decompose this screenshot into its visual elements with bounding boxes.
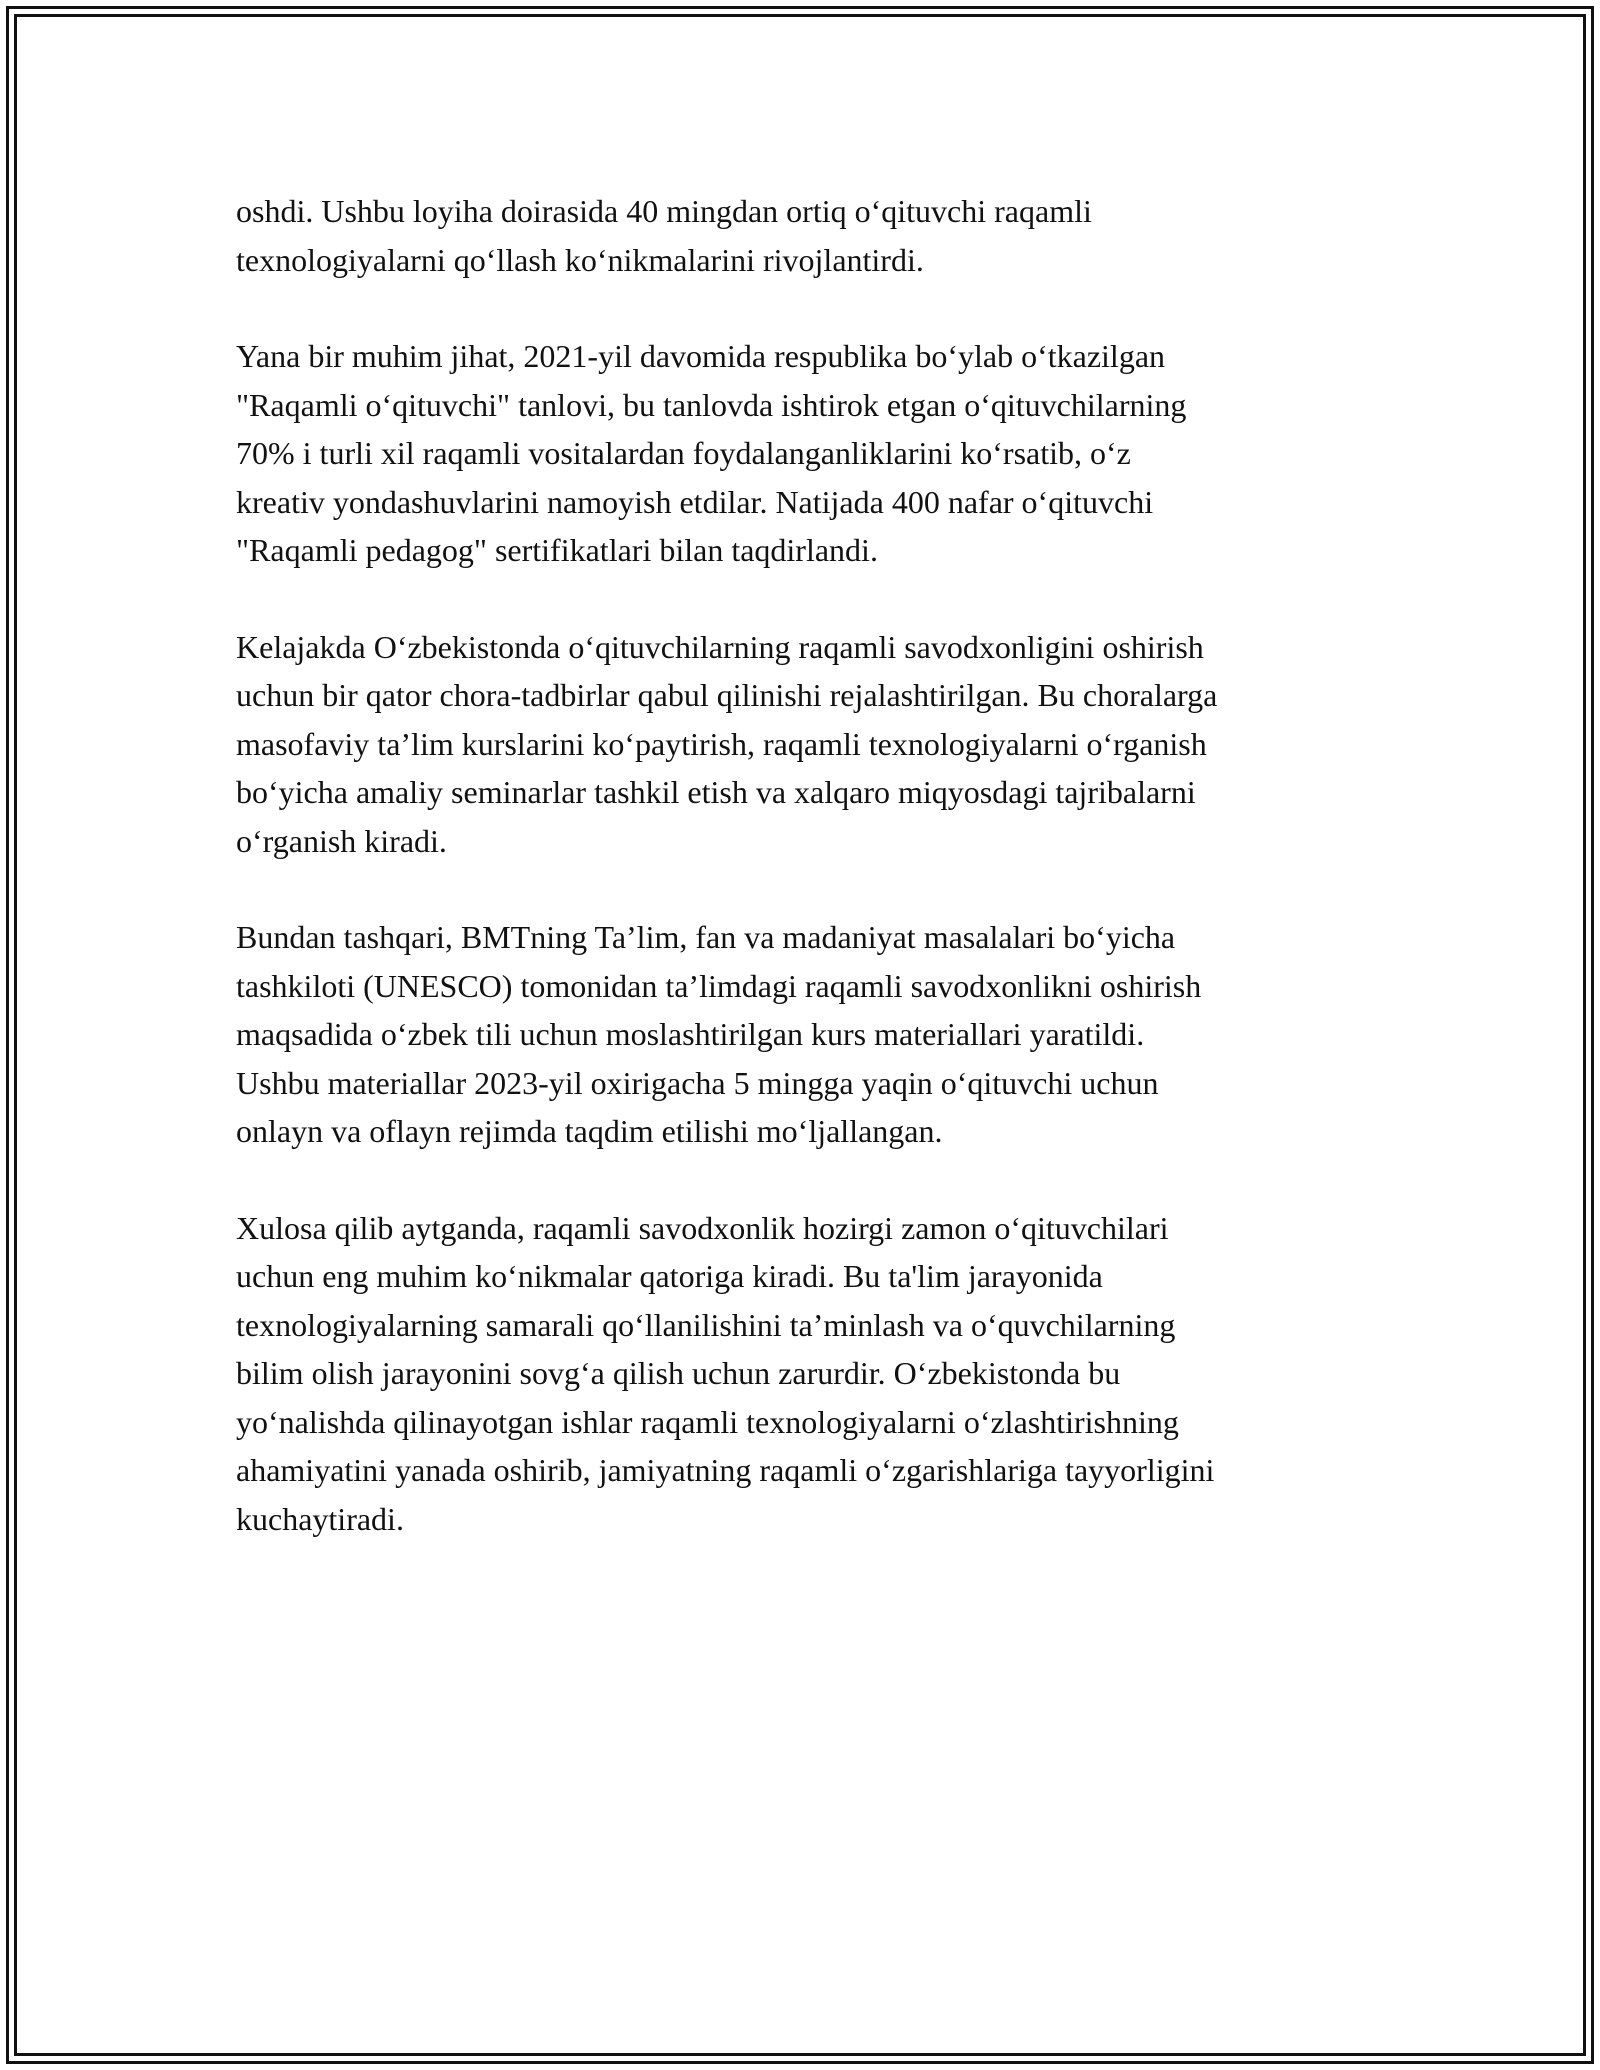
- paragraph-1: [236, 187, 1366, 284]
- paragraph-line: Xulosa qilib aytganda, raqamli savodxonlik hozirgi zamon o‘qituvchilari: [236, 1209, 1169, 1246]
- paragraph-line: masofaviy ta’lim kurslarini ko‘paytirish, raqamli texnologiyalarni o‘rganish: [236, 725, 1207, 762]
- paragraph-3: [236, 623, 1366, 866]
- paragraph-line: Yana bir muhim jihat, 2021-yil davomida respublika bo‘ylab o‘tkazilgan: [236, 338, 1166, 374]
- paragraph-5: [236, 1204, 1366, 1544]
- paragraph-line: uchun eng muhim ko‘nikmalar qatoriga kiradi. Bu ta'lim jarayonida: [236, 1258, 1103, 1294]
- paragraph-line: maqsadida o‘zbek tili uchun moslashtirilgan kurs materiallari yaratildi.: [236, 1016, 1145, 1052]
- document-body: [236, 187, 1366, 1591]
- paragraph-line: texnologiyalarning samarali qo‘llanilishini ta’minlash va o‘quvchilarning: [236, 1306, 1176, 1343]
- paragraph-line: onlayn va oflayn rejimda taqdim etilishi mo‘ljallangan.: [236, 1113, 943, 1149]
- paragraph-line: Ushbu materiallar 2023-yil oxirigacha 5 mingga yaqin o‘qituvchi uchun: [236, 1064, 1159, 1101]
- paragraph-line: "Raqamli o‘qituvchi" tanlovi, bu tanlovda ishtirok etgan o‘qituvchilarning: [236, 386, 1187, 423]
- paragraph-line: 70% i turli xil raqamli vositalardan foydalanganliklarini ko‘rsatib, o‘z: [236, 435, 1131, 471]
- paragraph-line: o‘rganish kiradi.: [236, 822, 447, 859]
- paragraph-line: kreativ yondashuvlarini namoyish etdilar. Natijada 400 nafar o‘qituvchi: [236, 483, 1154, 520]
- paragraph-line: texnologiyalarni qo‘llash ko‘nikmalarini rivojlantirdi.: [236, 241, 924, 278]
- paragraph-line: "Raqamli pedagog" sertifikatlari bilan taqdirlandi.: [236, 532, 878, 568]
- paragraph-4: [236, 913, 1366, 1156]
- paragraph-line: bo‘yicha amaliy seminarlar tashkil etish va xalqaro miqyosdagi tajribalarni: [236, 774, 1196, 810]
- paragraph-line: yo‘nalishda qilinayotgan ishlar raqamli texnologiyalarni o‘zlashtirishning: [236, 1403, 1179, 1440]
- paragraph-2: [236, 332, 1366, 575]
- paragraph-line: oshdi. Ushbu loyiha doirasida 40 mingdan ortiq o‘qituvchi raqamli: [236, 193, 1092, 229]
- paragraph-line: Bundan tashqari, BMTning Ta’lim, fan va madaniyat masalalari bo‘yicha: [236, 919, 1176, 955]
- paragraph-line: ahamiyatini yanada oshirib, jamiyatning raqamli o‘zgarishlariga tayyorligini: [236, 1452, 1215, 1488]
- paragraph-line: bilim olish jarayonini sovg‘a qilish uchun zarurdir. O‘zbekistonda bu: [236, 1355, 1121, 1391]
- paragraph-line: kuchaytiradi.: [236, 1500, 404, 1537]
- paragraph-line: tashkiloti (UNESCO) tomonidan ta’limdagi raqamli savodxonlikni oshirish: [236, 967, 1202, 1004]
- paragraph-line: uchun bir qator chora-tadbirlar qabul qilinishi rejalashtirilgan. Bu choralarga: [236, 677, 1218, 713]
- paragraph-line: Kelajakda O‘zbekistonda o‘qituvchilarning raqamli savodxonligini oshirish: [236, 628, 1204, 665]
